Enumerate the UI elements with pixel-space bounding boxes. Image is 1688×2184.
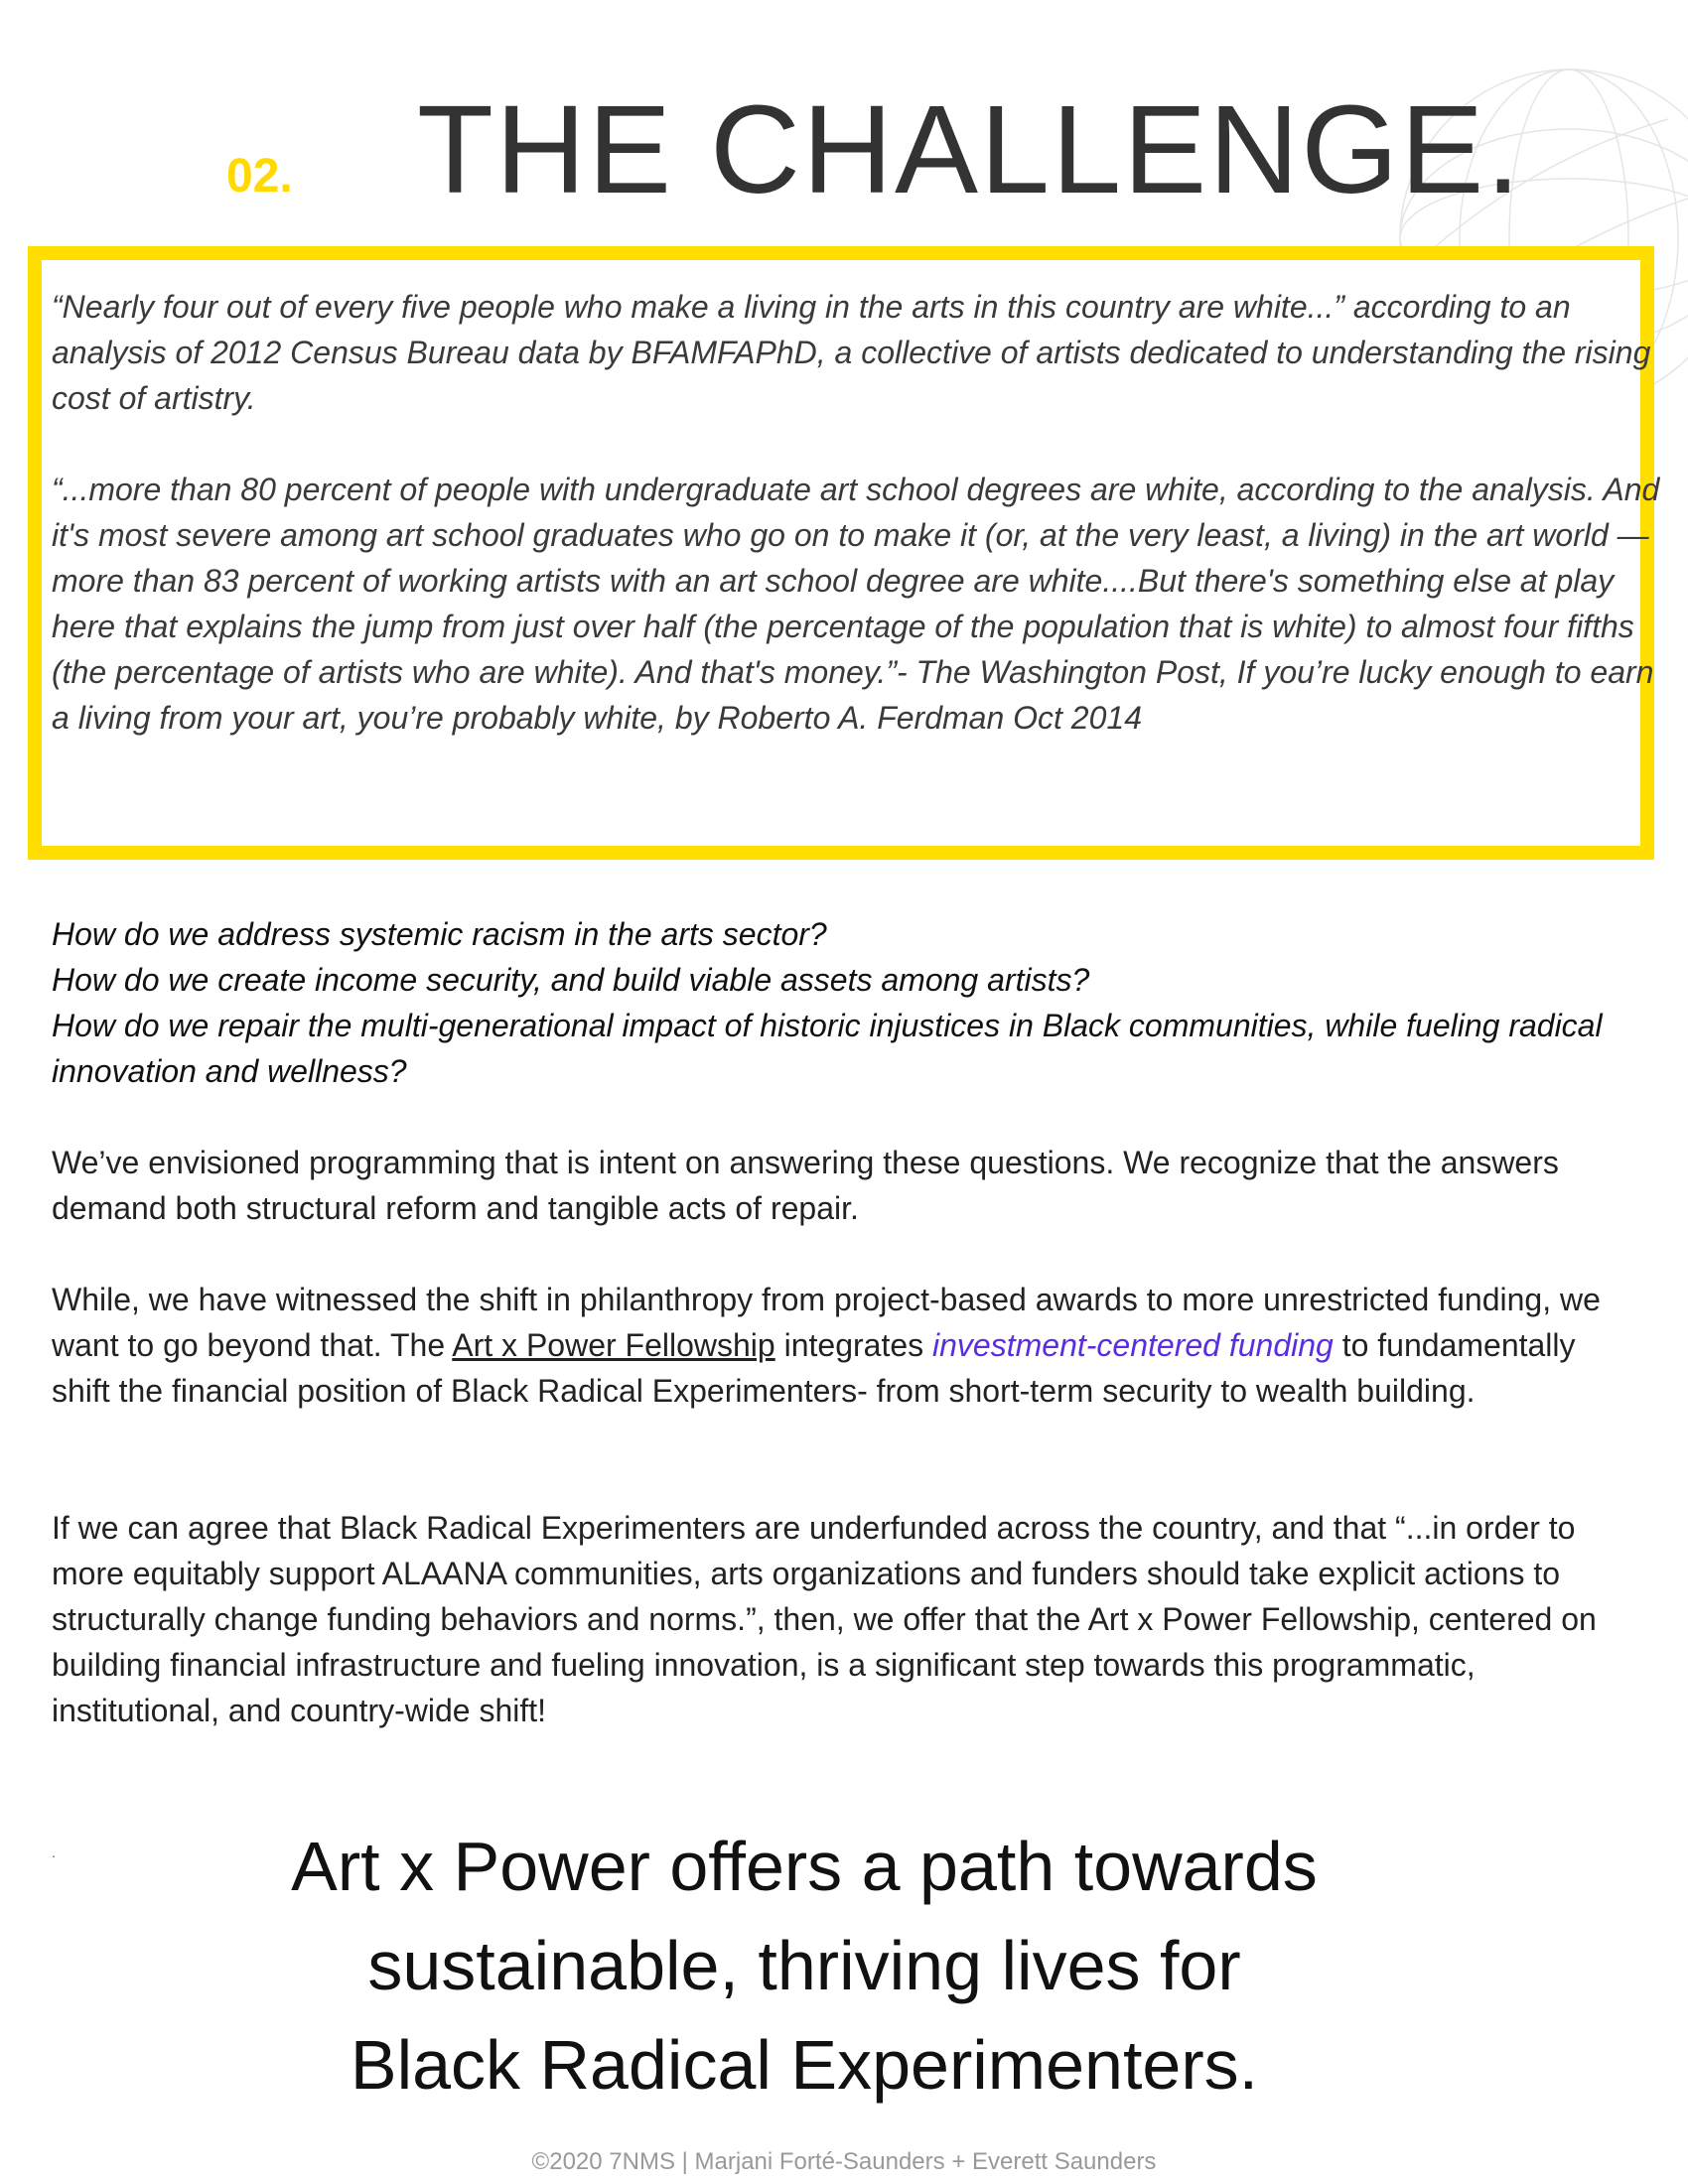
paragraph-text: integrates bbox=[774, 1327, 933, 1363]
paragraph-text: to fundamentally shift the financial position of Black Radical Experimenters- from short-term security to wealth building. bbox=[52, 1327, 1576, 1409]
page-title: THE CHALLENGE. bbox=[417, 79, 1523, 219]
headline-line: sustainable, thriving lives for bbox=[367, 1927, 1241, 2004]
question-item: How do we create income security, and build viable assets among artists? bbox=[52, 962, 1090, 998]
investment-funding-link[interactable]: investment-centered funding bbox=[932, 1327, 1334, 1363]
fellowship-link[interactable]: Art x Power Fellowship bbox=[452, 1327, 775, 1363]
footer-copyright: ©2020 7NMS | Marjani Forté-Saunders + Everett Saunders bbox=[531, 2148, 1157, 2175]
headline-line: Art x Power offers a path towards bbox=[291, 1828, 1318, 1905]
section-number: 02. bbox=[226, 150, 293, 203]
stray-dot: . bbox=[52, 1844, 56, 1860]
paragraph-philanthropy bbox=[52, 1277, 1620, 1414]
question-item: How do we repair the multi-generational impact of historic injustices in Black communities, while fueling radical innovation and wellness? bbox=[52, 1008, 1603, 1089]
quote-census: “Nearly four out of every five people who make a living in the arts in this country are white...” according to an analysis of 2012 Census Bureau data by BFAMFAPhD, a collective of artists dedicated to understanding the rising cost of artistry. bbox=[52, 289, 1651, 416]
closing-headline bbox=[0, 1817, 1609, 2115]
paragraph-text: While, we have witnessed the shift in philanthropy from project-based awards to more unrestricted funding, we want to go beyond that. The bbox=[52, 1282, 1601, 1363]
questions-block bbox=[52, 911, 1660, 1094]
quote-washington-post: “...more than 80 percent of people with undergraduate art school degrees are white, according to the analysis. And it's most severe among art school graduates who go on to make it (or, at the very least, a living) in the art world — more than 83 percent of working artists with an art school degree are white....But there's something else at play here that explains the jump from just over half (the percentage of the population that is white) to almost four fifths (the percentage of artists who are white). And that's money.”- The Washington Post, If you’re lucky enough to earn a living from your art, you’re probably white, by Roberto A. Ferdman Oct 2014 bbox=[52, 472, 1660, 736]
paragraph-envisioned: We’ve envisioned programming that is intent on answering these questions. We recognize that the answers demand both structural reform and tangible acts of repair. bbox=[52, 1145, 1559, 1226]
paragraph-underfunded: If we can agree that Black Radical Experimenters are underfunded across the country, and that “...in order to more equitably support ALAANA communities, arts organizations and funders should take explicit actions to structurally change funding behaviors and norms.”, then, we offer that the Art x Power Fellowship, centered on building financial infrastructure and fueling innovation, is a significant step towards this programmatic, institutional, and country-wide shift! bbox=[52, 1510, 1597, 1728]
headline-line: Black Radical Experimenters. bbox=[350, 2026, 1259, 2104]
question-item: How do we address systemic racism in the arts sector? bbox=[52, 916, 827, 952]
